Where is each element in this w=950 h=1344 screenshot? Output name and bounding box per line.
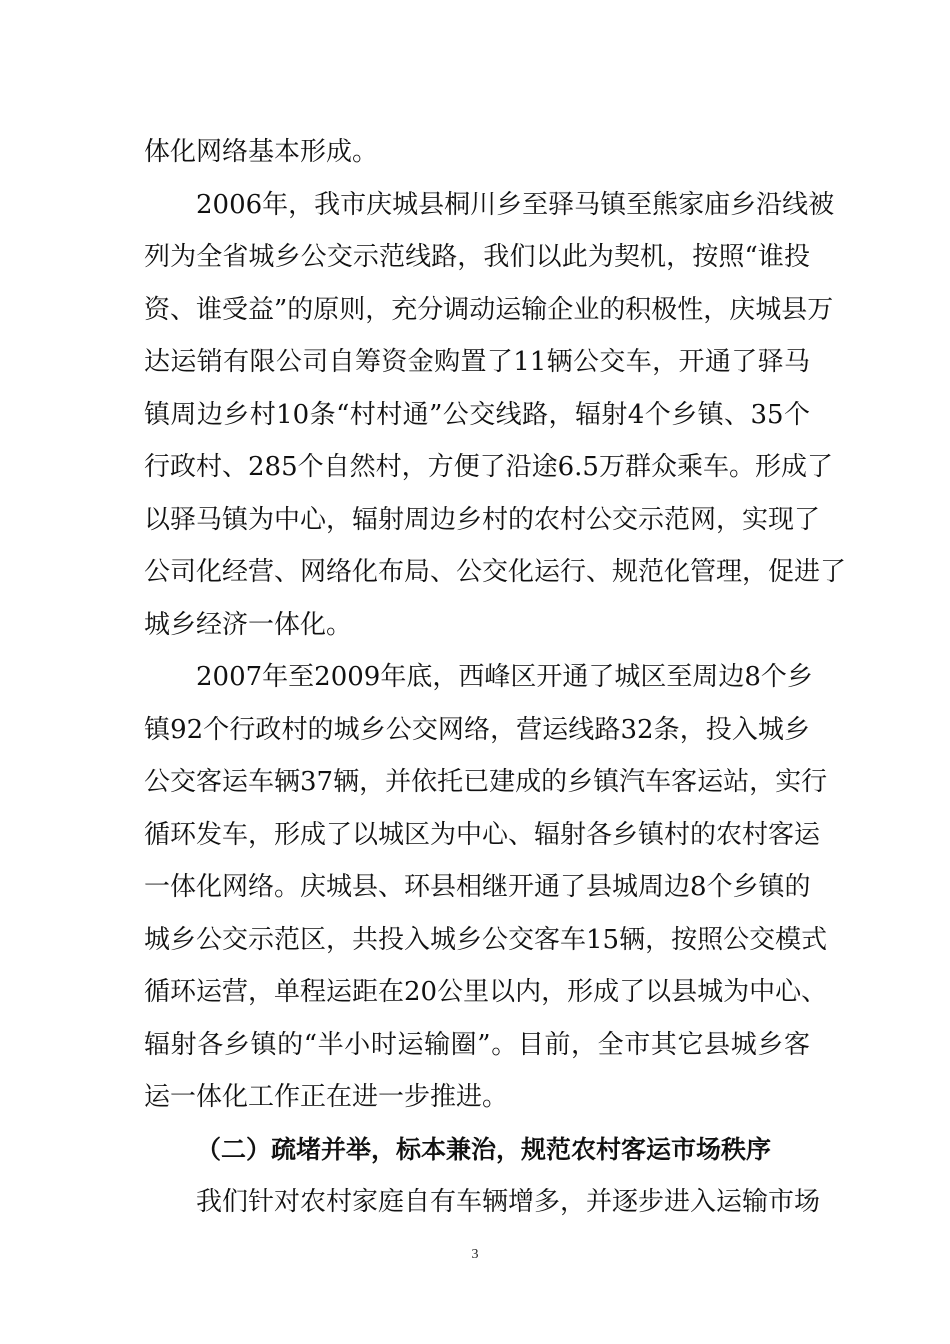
paragraph-line: 运一体化工作正在进一步推进。: [144, 1082, 509, 1112]
paragraph-line: 2006年，我市庆城县桐川乡至驿马镇至熊家庙乡沿线被: [196, 189, 835, 220]
paragraph-line: 城乡公交示范区，共投入城乡公交客车15辆，按照公交模式: [144, 924, 828, 955]
paragraph-line: 城乡经济一体化。: [144, 609, 353, 640]
paragraph-line: 达运销有限公司自筹资金购置了11辆公交车，开通了驿马: [144, 347, 810, 377]
section-heading: （二）疏堵并举，标本兼治，规范农村客运市场秩序: [196, 1134, 772, 1164]
paragraph-line: 公司化经营、网络化布局、公交化运行、规范化管理，促进了: [144, 557, 847, 587]
paragraph-line: 我们针对农村家庭自有车辆增多，并逐步进入运输市场: [196, 1187, 821, 1217]
paragraph-line: 循环发车，形成了以城区为中心、辐射各乡镇村的农村客运: [144, 819, 821, 850]
paragraph-line: 辐射各乡镇的“半小时运输圈”。目前，全市其它县城乡客: [144, 1029, 810, 1060]
paragraph-line: 循环运营，单程运距在20公里以内，形成了以县城为中心、: [144, 977, 828, 1007]
paragraph-line: 资、谁受益”的原则，充分调动运输企业的积极性，庆城县万: [144, 294, 834, 325]
paragraph-line: 体化网络基本形成。: [144, 137, 379, 167]
paragraph-line: 行政村、285个自然村，方便了沿途6.5万群众乘车。形成了: [144, 452, 833, 482]
document-body: [144, 126, 847, 1229]
paragraph-line: 镇周边乡村10条“村村通”公交线路，辐射4个乡镇、35个: [144, 399, 810, 430]
paragraph-line: 镇92个行政村的城乡公交网络，营运线路32条，投入城乡: [144, 714, 810, 745]
paragraph-line: 一体化网络。庆城县、环县相继开通了县城周边8个乡镇的: [144, 872, 811, 902]
paragraph-line: 2007年至2009年底，西峰区开通了城区至周边8个乡: [196, 662, 813, 692]
paragraph-line: 以驿马镇为中心，辐射周边乡村的农村公交示范网，实现了: [144, 504, 821, 535]
page-number: 3: [471, 1247, 479, 1262]
paragraph-line: 列为全省城乡公交示范线路，我们以此为契机，按照“谁投: [144, 242, 810, 272]
paragraph-line: 公交客运车辆37辆，并依托已建成的乡镇汽车客运站，实行: [144, 767, 828, 797]
